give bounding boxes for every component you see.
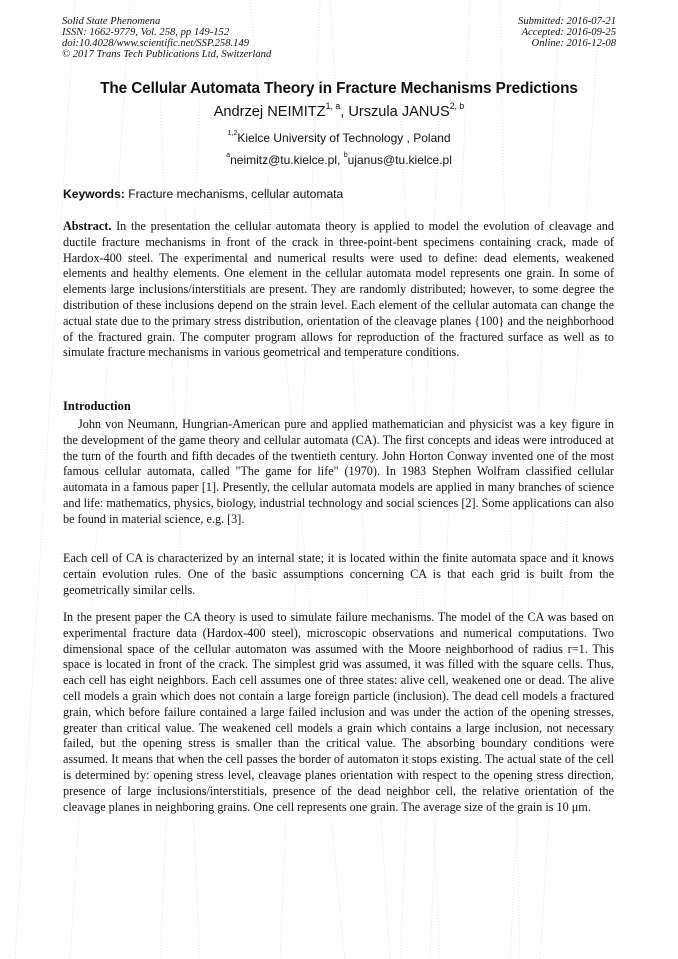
intro-paragraph: In the present paper the CA theory is used to simulate failure mechanisms. The model of the CA was based on experimental fracture data (Hardox-400 steel), microscopic observations and numerical computations. Two dimensional space of the cellular automaton was assumed with the Moore neighborhood of radius r=1. This space is located in front of the crack. The simplest grid was assumed, it was filled with the square cells. Thus, each cell has eight neighbors. Each cell assumes one of three states: alive cell, weakened one or dead. The alive cell models a grain which does not contain a large foreign particle (inclusion). The dead cell models a fractured grain, which before failure contained a large failed inclusion and was under the action of the opening stresses, greater than critical value. The weakened cell models a grain which contains a large inclusion, not necessary failed, but the opening stress is smaller than the critical value. The absorbing boundary conditions were assumed. It means that when the cell passes the border of automaton it stops existing. The actual state of the cell is determined by: opening stress level, cleavage planes orientation with respect to the opening stress direction, presence of large inclusions/interstitials, presence of the dead neighbor cell, the relative orientation of the cleavage planes in neighboring grains. One cell represents one grain. The average size of the grain is 10 μm. — [63, 610, 614, 814]
author-superscript: 1, a — [325, 100, 341, 111]
affiliation-superscript: 1,2 — [227, 128, 238, 138]
intro-paragraph: John von Neumann, Hungrian-American pure and applied mathematician and physicist was a key figure in the development of the game theory and cellular automata (CA). The first concepts and ideas were introduced at the turn of the fourth and fifth decades of the twentieth century. John Horton Conway invented one of the most famous cellular automata, called "The game for life" (1970). In 1983 Stephen Wolfram classified cellular automata in a famous paper [1]. Presently, the cellular automata models are applied in many branches of science and life: mathematics, physics, biology, industrial technology and social sciences [2]. Some applications can also be found in material science, e.g. [3]. — [63, 417, 614, 526]
email-address[interactable]: neimitz@tu.kielce.pl — [230, 153, 337, 167]
author-list — [0, 100, 678, 120]
author-name: Andrzej NEIMITZ — [213, 104, 326, 120]
online-date: Online: 2016-12-08 — [531, 38, 616, 49]
journal-issn: ISSN: 1662-9779, Vol. 258, pp 149-152 — [62, 27, 230, 38]
email-address[interactable]: ujanus@tu.kielce.pl — [347, 153, 452, 167]
author-superscript: 2, b — [449, 100, 465, 111]
accepted-date: Accepted: 2016-09-25 — [521, 27, 616, 38]
author-name: Urszula JANUS — [348, 104, 450, 120]
paper-title: The Cellular Automata Theory in Fracture Mechanisms Predictions — [100, 80, 578, 97]
author-separator: , — [340, 104, 349, 120]
abstract — [63, 219, 614, 361]
keywords-text: Fracture mechanisms, cellular automata — [124, 187, 344, 201]
abstract-label: Abstract. — [63, 219, 112, 233]
keywords — [63, 187, 343, 201]
submitted-date: Submitted: 2016-07-21 — [518, 16, 616, 27]
email-separator: , — [336, 153, 344, 167]
intro-paragraph: Each cell of CA is characterized by an internal state; it is located within the finite automata space and it knows certain evolution rules. One of the basic assumptions concerning CA is that each grid is built from the geometrically similar cells. — [63, 551, 614, 597]
section-heading-introduction: Introduction — [63, 399, 131, 413]
affiliation-text: Kielce University of Technology , Poland — [237, 131, 451, 145]
affiliation — [0, 128, 678, 145]
keywords-label: Keywords: — [63, 187, 125, 201]
journal-doi: doi:10.4028/www.scientific.net/SSP.258.149 — [62, 38, 250, 49]
author-emails — [0, 150, 678, 167]
email-superscript: a — [226, 150, 231, 160]
email-superscript: b — [343, 150, 348, 160]
journal-copyright: © 2017 Trans Tech Publications Ltd, Switzerland — [62, 49, 272, 60]
abstract-text: In the presentation the cellular automata theory is applied to model the evolution of cleavage and ductile fracture mechanisms in front of the crack in three-point-bent specimens containing crack, made of Hardox-400 steel. The experimental and numerical results were used to define: dead elements, weakened elements and healthy elements. One element in the cellular automata model represents one grain. In some of elements large inclusions/interstitials are present. They are randomly distributed; however, to some degree the distribution of these inclusions depend on the strain level. Each element of the cellular automata can change the actual state due to the primary stress distribution, orientation of the cleavage planes {100} and the neighborhood of the fractured grain. The computer program allows for reproduction of the fractured surface as well as to simulate fracture mechanisms in various geometrical and temperature conditions. — [63, 219, 614, 360]
publication-dates — [518, 16, 616, 49]
journal-name: Solid State Phenomena — [62, 16, 161, 27]
journal-info — [62, 16, 271, 60]
